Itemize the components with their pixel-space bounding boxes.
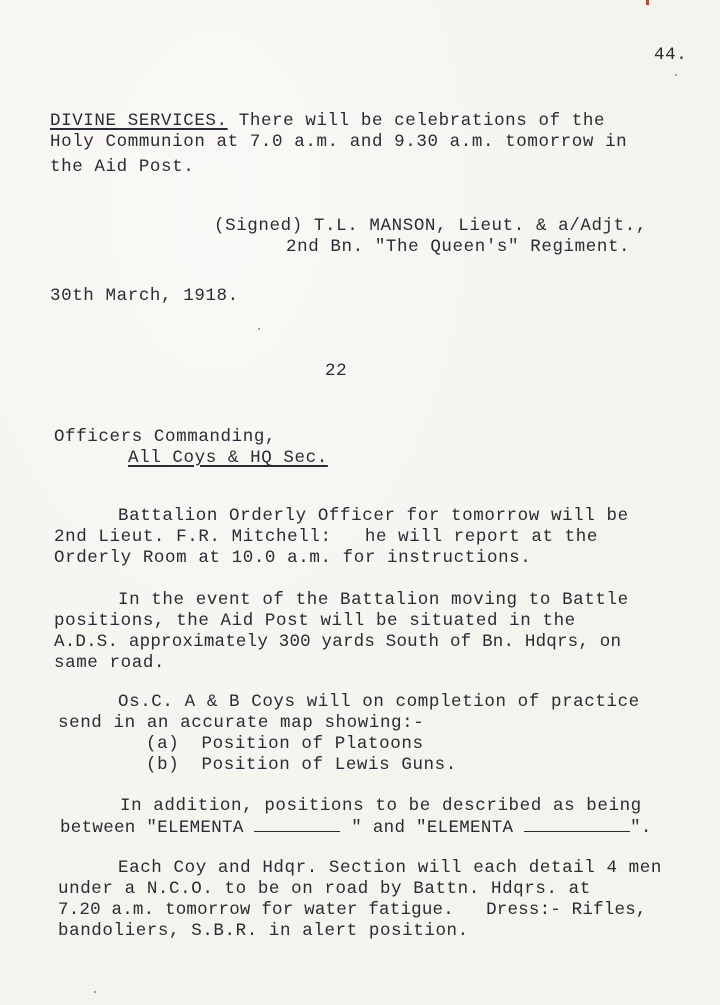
positions-text-a: between "ELEMENTA [60,818,255,838]
blank-line-1 [254,817,340,832]
aid-post-line-4: same road. [54,653,166,673]
aid-post-line-3: A.D.S. approximately 300 yards South of Bn. Hdqrs, on [54,632,622,652]
paper-speck [675,74,677,76]
orderly-officer-line-2: 2nd Lieut. F.R. Mitchell: he will report at the [54,527,598,547]
map-item-b: (b) Position of Lewis Guns. [146,755,457,775]
orderly-officer-line-1: Battalion Orderly Officer for tomorrow will be [118,506,629,526]
fatigue-line-1: Each Coy and Hdqr. Section will each detail 4 men [118,858,662,878]
fatigue-line-4: bandoliers, S.B.R. in alert position. [58,921,469,941]
map-line-2: send in an accurate map showing:- [58,713,425,733]
divine-services-line-2: Holy Communion at 7.0 a.m. and 9.30 a.m. tomorrow in [50,132,628,152]
blank-line-2 [524,817,630,832]
edge-stain [646,0,649,5]
aid-post-line-2: positions, the Aid Post will be situated in the [54,611,576,631]
map-item-a: (a) Position of Platoons [146,734,424,754]
divine-services-line-1 [50,111,605,132]
paper-speck [94,991,96,993]
signature-line-1: (Signed) T.L. MANSON, Lieut. & a/Adjt., [214,216,647,236]
addressee-line-1: Officers Commanding, [54,427,277,447]
signature-line-2: 2nd Bn. "The Queen's" Regiment. [286,237,631,257]
order-number: 22 [325,361,348,381]
fatigue-line-2: under a N.C.O. to be on road by Battn. Hdqrs. at [58,879,591,899]
aid-post-line-1: In the event of the Battalion moving to Battle [118,590,629,610]
addressee-line-2: All Coys & HQ Sec. [128,448,328,468]
paper-speck [258,328,260,330]
orderly-officer-line-3: Orderly Room at 10.0 a.m. for instructions. [54,548,532,568]
map-line-1: Os.C. A & B Coys will on completion of practice [118,692,640,712]
positions-text-b: " and "ELEMENTA [340,818,525,838]
page-number: 44. [654,45,688,65]
fatigue-line-3: 7.20 a.m. tomorrow for water fatigue. Dress:- Rifles, [58,900,647,920]
document-date: 30th March, 1918. [50,286,239,306]
divine-services-heading: DIVINE SERVICES. [50,111,228,131]
positions-line-1: In addition, positions to be described as being [120,796,642,816]
positions-line-2 [60,817,652,839]
divine-services-line-3: the Aid Post. [50,157,195,177]
divine-services-text: There will be celebrations of the [227,111,606,131]
positions-text-c: ". [630,818,652,838]
